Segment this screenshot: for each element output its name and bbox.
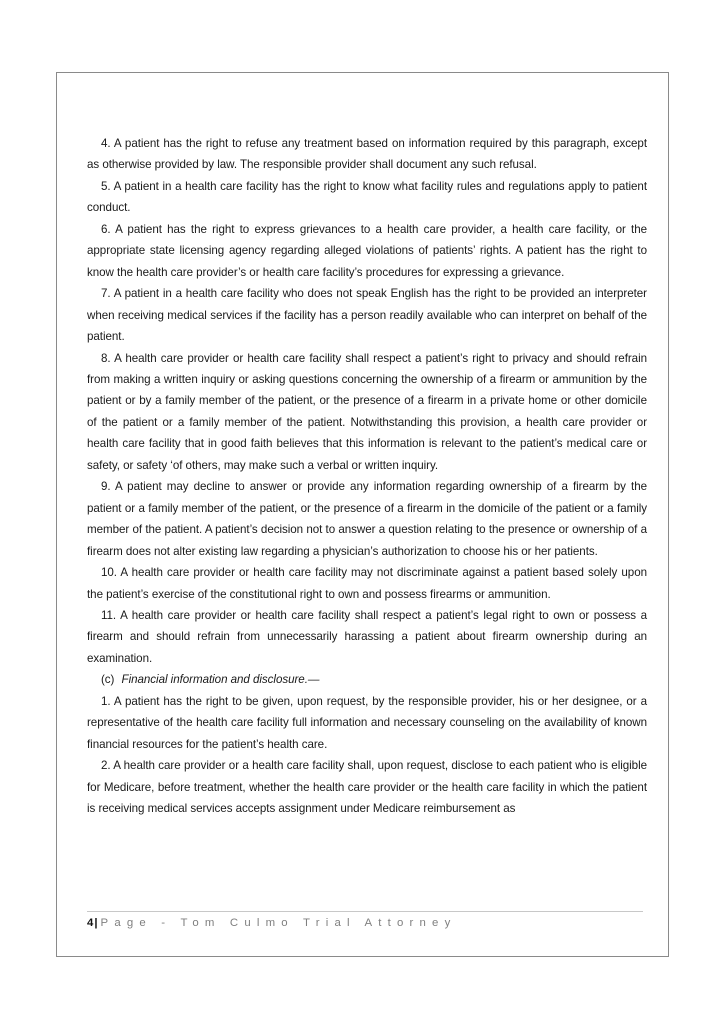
page-footer [87, 911, 643, 931]
paragraph-9: 9. A patient may decline to answer or provide any information regarding ownership of a firearm by the patient or a family member of the patient, or the presence of a firearm in the domicile of the patient or a family member of the patient. A patient’s decision not to answer a question relating to the presence or ownership of a firearm does not alter existing law regarding a physician’s authorization to choose his or her patients. [87, 480, 647, 558]
paragraph-11: 11. A health care provider or health care facility shall respect a patient’s legal right to own or possess a firearm and should refrain from unnecessarily harassing a patient about firearm ownership during an examination. [87, 608, 647, 665]
document-body [87, 133, 647, 820]
section-heading-title: Financial information and disclosure.— [121, 673, 320, 687]
footer-text: Page - Tom Culmo Trial Attorney [100, 917, 457, 929]
paragraph-10: 10. A health care provider or health care facility may not discriminate against a patient based solely upon the patient’s exercise of the constitutional right to own and possess firearms or ammunition. [87, 566, 647, 601]
paragraph-6: 6. A patient has the right to express grievances to a health care provider, a health care facility, or the appropriate state licensing agency regarding alleged violations of patients’ rights. A patient has the right to know the health care provider’s or health care facility’s procedures for expressing a grievance. [87, 222, 647, 279]
paragraph-4: 4. A patient has the right to refuse any treatment based on information required by this paragraph, except as otherwise provided by law. The responsible provider shall document any such refusal. [87, 137, 647, 172]
paragraph-5: 5. A patient in a health care facility has the right to know what facility rules and regulations apply to patient conduct. [87, 179, 647, 215]
paragraph-7: 7. A patient in a health care facility who does not speak English has the right to be provided an interpreter when receiving medical services if the facility has a person readily available who can interpret on behalf of the patient. [87, 287, 647, 344]
section-paragraph-2: 2. A health care provider or a health care facility shall, upon request, disclose to each patient who is eligible for Medicare, before treatment, whether the health care provider or the health care facility in which the patient is receiving medical services accepts assignment under Medicare reimbursement as [87, 759, 647, 816]
document-page [56, 72, 669, 957]
section-paragraph-1: 1. A patient has the right to be given, upon request, by the responsible provider, his or her designee, or a representative of the health care facility full information and necessary counseling on the availability of known financial resources for the patient’s health care. [87, 694, 647, 751]
section-heading-label: (c) [101, 673, 115, 687]
section-heading [87, 669, 647, 690]
footer-separator: | [94, 917, 98, 929]
paragraph-8: 8. A health care provider or health care facility shall respect a patient’s right to privacy and should refrain from making a written inquiry or asking questions concerning the ownership of a firearm or ammunition by the patient or by a family member of the patient, or the presence of a firearm in a private home or other domicile of the patient or a family member of the patient. Notwithstanding this provision, a health care provider or health care facility that in good faith believes that this information is relevant to the patient’s medical care or safety, or safety ‘of others, may make such a verbal or written inquiry. [87, 351, 647, 472]
page-number: 4 [87, 917, 94, 929]
